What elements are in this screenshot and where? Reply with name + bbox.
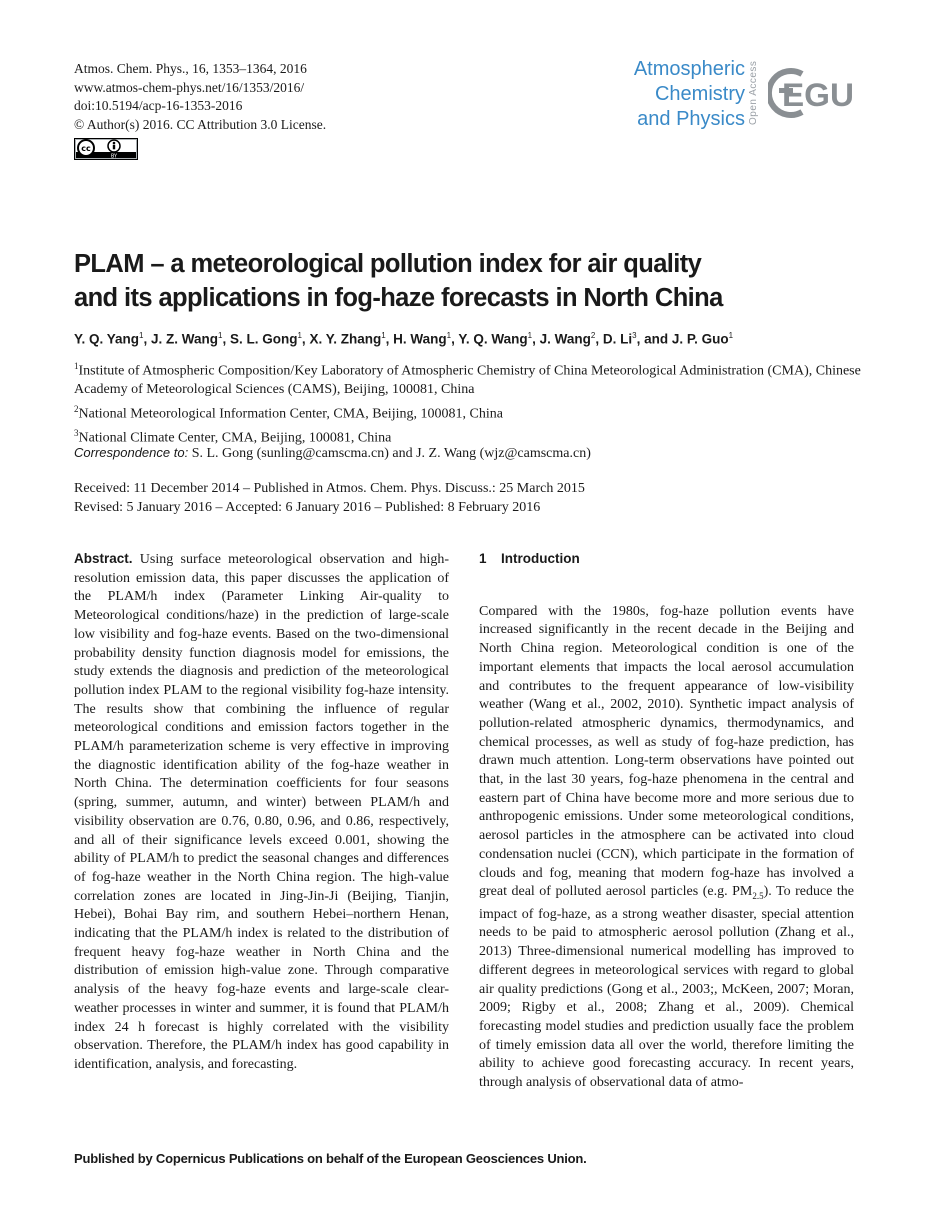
author-name: Y. Q. Wang	[458, 331, 528, 347]
correspondence	[74, 445, 591, 462]
badge-by-text: BY	[110, 153, 118, 160]
author-affiliation-marker: 1	[297, 331, 302, 340]
author-affiliation-marker: 1	[728, 331, 734, 340]
author-name: S. L. Gong	[229, 331, 298, 347]
author-affiliation-marker: 3	[632, 331, 637, 340]
author-affiliation-marker: 1	[139, 331, 144, 340]
section-heading	[479, 550, 854, 569]
paper-title	[74, 247, 874, 315]
cc-by-license-icon[interactable]	[74, 138, 138, 160]
author-name: D. Li	[602, 331, 633, 347]
author-name: J. Z. Wang	[151, 331, 218, 347]
author-affiliation-marker: 2	[590, 331, 596, 340]
author-separator: ,	[532, 331, 540, 347]
title-line2: and its applications in fog-haze forecasts in North China	[74, 284, 723, 312]
citation: Atmos. Chem. Phys., 16, 1353–1364, 2016	[74, 61, 307, 76]
egu-logo-icon	[768, 62, 856, 124]
author-name: X. Y. Zhang	[309, 331, 382, 347]
author-name: H. Wang	[393, 331, 447, 347]
affiliation-item	[74, 357, 864, 400]
author-separator: , and	[636, 331, 672, 347]
author-name: J. Wang	[539, 331, 591, 347]
author-separator: ,	[595, 331, 603, 347]
license: © Author(s) 2016. CC Attribution 3.0 License.	[74, 117, 327, 133]
author-separator: ,	[451, 331, 459, 347]
author-separator: ,	[301, 331, 310, 347]
title-line1: PLAM – a meteorological pollution index for air quality	[74, 250, 702, 278]
author-affiliation-marker: 1	[446, 331, 452, 340]
author-affiliation-marker: 1	[218, 331, 223, 340]
affiliation-text: National Meteorological Information Center, CMA, Beijing, 100081, China	[78, 406, 503, 422]
abstract-text: Using surface meteorological observation and high-resolution emission data, this paper discusses the application of the PLAM/h index (Parameter Linking Air-quality to Meteorological conditions/haze) in the prediction of large-scale low visibility and fog-haze events. Based on the two-dimensional probability density function diagnosis model for emissions, the study extends the diagnosis and prediction of the meteorological pollution index PLAM to the regional visibility fog-haze intensity. The results show that combining the influence of regular meteorological conditions and emission factors together in the PLAM/h parameterization scheme is very effective in improving the diagnostic identification ability of the fog-haze weather in North China. The determination coefficients for four seasons (spring, summer, autumn, and winter) between PLAM/h and visibility observation are 0.76, 0.80, 0.96, and 0.86, respectively, and all of their significance levels exceed 0.001, showing the ability of PLAM/h to predict the seasonal changes and differences of fog-haze weather in the North China region. The high-value correlation zones are located in Jing-Jin-Ji (Beijing, Tianjin, Hebei), Bohai Bay rim, and southern Hebei–northern Henan, indicating that the PLAM/h index is related to the distribution of frequent heavy fog-haze weather in North China and the distribution of emission high-value zone. Through comparative analysis of the heavy fog-haze events and large-scale clear-weather processes in winter and summer, it is found that PLAM/h index 24 h forecast is highly correlated with the visibility observation. Therefore, the PLAM/h index has good capability in identification, analysis, and forecasting.	[74, 552, 449, 1072]
affiliation-text: National Climate Center, CMA, Beijing, 100081, China	[78, 431, 392, 447]
author-separator: ,	[222, 331, 230, 347]
intro-text-part1: Compared with the 1980s, fog-haze pollution events have increased significantly in the recent decade in the Beijing and North China region. Meteorological condition is one of the important elements that impacts the local aerosol accumulation and contributes to the frequent appearance of low-visibility weather (Wang et al., 2002, 2010). Synthetic impact analysis of pollution-related atmospheric dynamics, thermodynamics, and chemical processes, as well as study of fog-haze prediction, has drawn much attention. Long-term observations have pointed out that, in the last 30 years, fog-haze phenomena in the central and eastern part of China have become more and more serious due to anthropogenic emissions. Under some meteorological conditions, aerosol particles in the atmosphere can be activated into cloud condensation nuclei (CCN), which participate in the formation of clouds and fog, meaning that modern fog-haze has involved a great deal of polluted aerosol particles (e.g. PM	[479, 603, 854, 900]
affiliation-number: 3	[74, 428, 79, 439]
intro-text-part2: ). To reduce the impact of fog-haze, as a strong weather disaster, special attention needs to be paid to atmospheric aerosol pollution (Zhang et al., 2013) Three-dimensional numerical modelling has improved to different degrees in meteorological services with regard to global air quality predictions (Gong et al., 2003;, McKeen, 2007; Moran, 2009; Rigby et al., 2008; Zhang et al., 2009). Chemical forecasting model studies and prediction usually face the problem of timely emission data all over the world, therefore limiting the ability to achieve good forecasting accuracy. In recent years, through analysis of observational data of atmo-	[479, 884, 854, 1091]
open-access-label: Open Access	[748, 60, 759, 126]
correspondence-text: S. L. Gong (sunling@camscma.cn) and J. Z. Wang (wjz@camscma.cn)	[191, 446, 591, 461]
dates-line2: Revised: 5 January 2016 – Accepted: 6 January 2016 – Published: 8 February 2016	[74, 499, 541, 515]
publication-dates	[74, 480, 585, 517]
journal-name-line3: and Physics	[637, 108, 745, 130]
pm-subscript: 2.5	[752, 891, 764, 902]
affiliation-item	[74, 400, 864, 424]
author-name: Y. Q. Yang	[74, 331, 140, 347]
introduction-section	[479, 550, 854, 1093]
affiliation-number: 1	[74, 361, 79, 371]
journal-name	[560, 57, 745, 132]
journal-name-line1: Atmospheric	[633, 58, 745, 80]
doi[interactable]: doi:10.5194/acp-16-1353-2016	[74, 98, 243, 114]
journal-url[interactable]: www.atmos-chem-phys.net/16/1353/2016/	[74, 79, 305, 95]
introduction-text	[479, 603, 854, 1093]
affiliation-list	[74, 357, 864, 449]
publisher-footer: Published by Copernicus Publications on behalf of the European Geosciences Union.	[74, 1151, 587, 1166]
affiliation-number: 2	[74, 404, 79, 415]
correspondence-label: Correspondence to:	[74, 445, 189, 460]
author-separator: ,	[143, 331, 151, 347]
journal-name-line2: Chemistry	[654, 83, 745, 105]
abstract-label: Abstract.	[74, 551, 133, 566]
section-number: 1	[479, 551, 487, 566]
author-list	[74, 331, 733, 347]
abstract	[74, 550, 449, 1075]
author-affiliation-marker: 1	[381, 331, 386, 340]
egu-logo-text: EGU	[782, 77, 854, 113]
svg-text:cc: cc	[81, 144, 91, 153]
author-name: J. P. Guo	[671, 331, 729, 347]
affiliation-text: Institute of Atmospheric Composition/Key Laboratory of Atmospheric Chemistry of China Meteorological Administration (CMA), Chinese Academy of Meteorological Sciences (CAMS), Beijing, 100081, China	[74, 363, 861, 398]
author-separator: ,	[385, 331, 394, 347]
author-affiliation-marker: 1	[527, 331, 533, 340]
section-title: Introduction	[501, 551, 580, 566]
dates-line1: Received: 11 December 2014 – Published in Atmos. Chem. Phys. Discuss.: 25 March 2015	[74, 481, 585, 496]
article-metadata	[74, 60, 326, 135]
